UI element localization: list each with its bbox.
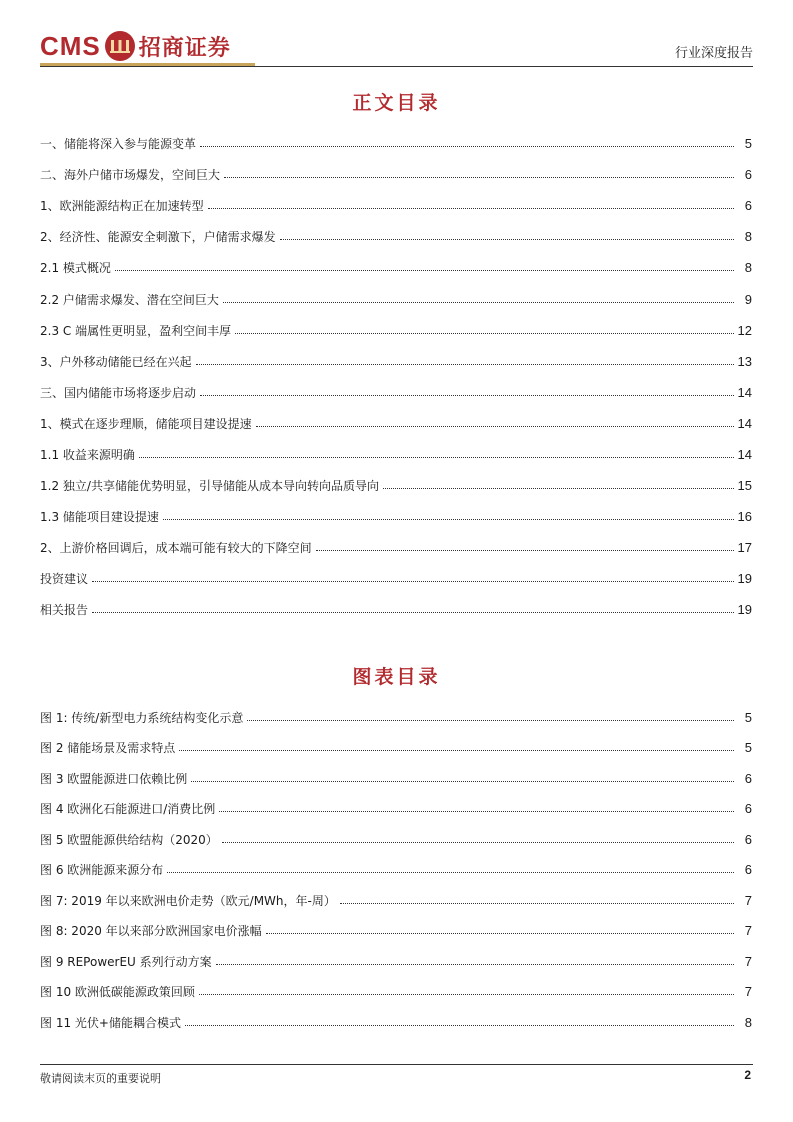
figure-entry-page[interactable]: 7: [744, 923, 752, 939]
toc-entry[interactable]: [40, 315, 752, 346]
dot-leader: [200, 146, 734, 147]
figure-entry-page[interactable]: 7: [744, 984, 752, 1000]
toc-entry[interactable]: [40, 439, 752, 470]
toc-entry-page[interactable]: 14: [737, 415, 752, 431]
toc-entry-page[interactable]: 14: [737, 446, 752, 462]
figure-entry-label[interactable]: 图 6 欧洲能源来源分布: [40, 863, 164, 878]
figure-entry-page[interactable]: 7: [744, 892, 752, 908]
toc-entry-label[interactable]: 一、储能将深入参与能源变革: [40, 137, 197, 152]
figure-entry-page[interactable]: 6: [744, 831, 752, 847]
figure-toc-list: [40, 702, 752, 1038]
figure-entry-label[interactable]: 图 5 欧盟能源供给结构（2020）: [40, 832, 218, 847]
figure-entry[interactable]: [40, 946, 752, 977]
header-divider: [40, 66, 753, 67]
toc-entry-label[interactable]: 1.2 独立/共享储能优势明显，引导储能从成本导向转向品质导向: [40, 479, 379, 494]
figure-entry-page[interactable]: 5: [744, 740, 752, 756]
toc-entry[interactable]: [40, 159, 752, 190]
figure-entry[interactable]: [40, 1007, 752, 1038]
dot-leader: [199, 994, 734, 995]
dot-leader: [92, 581, 734, 582]
dot-leader: [235, 333, 733, 334]
dot-leader: [316, 550, 734, 551]
footer-divider: [40, 1064, 753, 1065]
dot-leader: [219, 811, 734, 812]
toc-entry-label[interactable]: 2、经济性、能源安全刺激下，户储需求爆发: [40, 230, 276, 245]
logo-emblem-icon: [105, 31, 135, 61]
toc-entry-page[interactable]: 6: [744, 198, 752, 214]
figure-entry-page[interactable]: 6: [744, 862, 752, 878]
figure-entry-label[interactable]: 图 3 欧盟能源进口依赖比例: [40, 771, 188, 786]
dot-leader: [167, 872, 734, 873]
report-type: 行业深度报告: [674, 46, 753, 61]
toc-entry-page[interactable]: 8: [744, 229, 752, 245]
toc-entry-label[interactable]: 1、模式在逐步理顺，储能项目建设提速: [40, 416, 252, 431]
logo-latin: CMS: [40, 30, 101, 61]
toc-entry-label[interactable]: 相关报告: [40, 603, 89, 618]
figure-entry[interactable]: [40, 885, 752, 916]
toc-entry-page[interactable]: 19: [737, 571, 752, 587]
toc-entry-page[interactable]: 5: [744, 136, 752, 152]
dot-leader: [191, 781, 734, 782]
toc-entry-label[interactable]: 2.1 模式概况: [40, 261, 111, 276]
figure-entry-page[interactable]: 6: [744, 801, 752, 817]
dot-leader: [223, 302, 734, 303]
dot-leader: [256, 426, 734, 427]
toc-entry[interactable]: [40, 128, 752, 159]
toc-entry[interactable]: [40, 563, 752, 594]
toc-entry-page[interactable]: 13: [737, 353, 752, 369]
toc-entry-page[interactable]: 15: [737, 478, 752, 494]
toc-entry[interactable]: [40, 377, 752, 408]
figure-entry[interactable]: [40, 763, 752, 794]
company-logo: [40, 28, 231, 64]
toc-entry-page[interactable]: 8: [744, 260, 752, 276]
toc-entry-page[interactable]: 16: [737, 509, 752, 525]
figure-entry[interactable]: [40, 794, 752, 825]
toc-entry-page[interactable]: 17: [737, 540, 752, 556]
figure-entry-label[interactable]: 图 9 REPowerEU 系列行动方案: [40, 954, 212, 969]
figure-entry-page[interactable]: 5: [744, 709, 752, 725]
figure-entry-label[interactable]: 图 8: 2020 年以来部分欧洲国家电价涨幅: [40, 924, 262, 939]
figure-entry-label[interactable]: 图 11 光伏+储能耦合模式: [40, 1015, 181, 1030]
toc-entry-page[interactable]: 19: [737, 602, 752, 618]
dot-leader: [92, 612, 734, 613]
page-number: 2: [744, 1068, 751, 1082]
figure-entry[interactable]: [40, 855, 752, 886]
figure-entry-label[interactable]: 图 1: 传统/新型电力系统结构变化示意: [40, 710, 244, 725]
dot-leader: [216, 964, 734, 965]
figure-entry-label[interactable]: 图 4 欧洲化石能源进口/消费比例: [40, 802, 216, 817]
toc-entry-label[interactable]: 3、户外移动储能已经在兴起: [40, 354, 192, 369]
figure-entry[interactable]: [40, 702, 752, 733]
toc-entry-label[interactable]: 2.3 C 端属性更明显，盈利空间丰厚: [40, 323, 232, 338]
main-toc-list: [40, 128, 752, 626]
dot-leader: [340, 903, 734, 904]
toc-entry[interactable]: [40, 283, 752, 314]
toc-entry[interactable]: [40, 252, 752, 283]
figure-entry-label[interactable]: 图 2 储能场景及需求特点: [40, 741, 176, 756]
logo-chinese: 招商证券: [138, 34, 231, 61]
toc-entry[interactable]: [40, 190, 752, 221]
page-header: [40, 28, 753, 66]
toc-entry[interactable]: [40, 594, 752, 625]
dot-leader: [280, 239, 734, 240]
toc-entry-label[interactable]: 二、海外户储市场爆发，空间巨大: [40, 168, 221, 183]
toc-entry-page[interactable]: 6: [744, 167, 752, 183]
dot-leader: [139, 457, 734, 458]
toc-entry-label[interactable]: 1.3 储能项目建设提速: [40, 510, 159, 525]
dot-leader: [266, 933, 734, 934]
figure-entry[interactable]: [40, 916, 752, 947]
toc-entry[interactable]: [40, 532, 752, 563]
dot-leader: [163, 519, 734, 520]
dot-leader: [208, 208, 734, 209]
figure-entry[interactable]: [40, 733, 752, 764]
toc-entry-page[interactable]: 9: [744, 291, 752, 307]
dot-leader: [224, 177, 734, 178]
toc-entry-label[interactable]: 2、上游价格回调后，成本端可能有较大的下降空间: [40, 541, 312, 556]
main-toc-title: 正文目录: [352, 92, 441, 114]
footer-notice: 敬请阅读末页的重要说明: [40, 1072, 161, 1085]
dot-leader: [247, 720, 734, 721]
figure-entry-label[interactable]: 图 10 欧洲低碳能源政策回顾: [40, 985, 195, 1000]
figure-entry-label[interactable]: 图 7: 2019 年以来欧洲电价走势（欧元/MWh，年-周）: [40, 893, 336, 908]
toc-entry[interactable]: [40, 346, 752, 377]
toc-entry-label[interactable]: 1、欧洲能源结构正在加速转型: [40, 199, 204, 214]
figure-entry-page[interactable]: 8: [744, 1014, 752, 1030]
toc-entry-label[interactable]: 三、国内储能市场将逐步启动: [40, 385, 197, 400]
dot-leader: [185, 1025, 734, 1026]
toc-entry-label[interactable]: 1.1 收益来源明确: [40, 447, 135, 462]
toc-entry-page[interactable]: 14: [737, 384, 752, 400]
figure-entry[interactable]: [40, 977, 752, 1008]
toc-entry[interactable]: [40, 408, 752, 439]
toc-entry[interactable]: [40, 501, 752, 532]
toc-entry-label[interactable]: 投资建议: [40, 572, 89, 587]
toc-entry-label[interactable]: 2.2 户储需求爆发、潜在空间巨大: [40, 292, 219, 307]
toc-entry[interactable]: [40, 470, 752, 501]
toc-entry[interactable]: [40, 221, 752, 252]
figure-entry[interactable]: [40, 824, 752, 855]
dot-leader: [200, 395, 734, 396]
dot-leader: [222, 842, 734, 843]
dot-leader: [383, 488, 734, 489]
dot-leader: [196, 364, 734, 365]
dot-leader: [179, 750, 734, 751]
dot-leader: [115, 270, 734, 271]
toc-entry-page[interactable]: 12: [737, 322, 752, 338]
figure-toc-title: 图表目录: [352, 666, 441, 688]
figure-entry-page[interactable]: 6: [744, 770, 752, 786]
figure-entry-page[interactable]: 7: [744, 953, 752, 969]
